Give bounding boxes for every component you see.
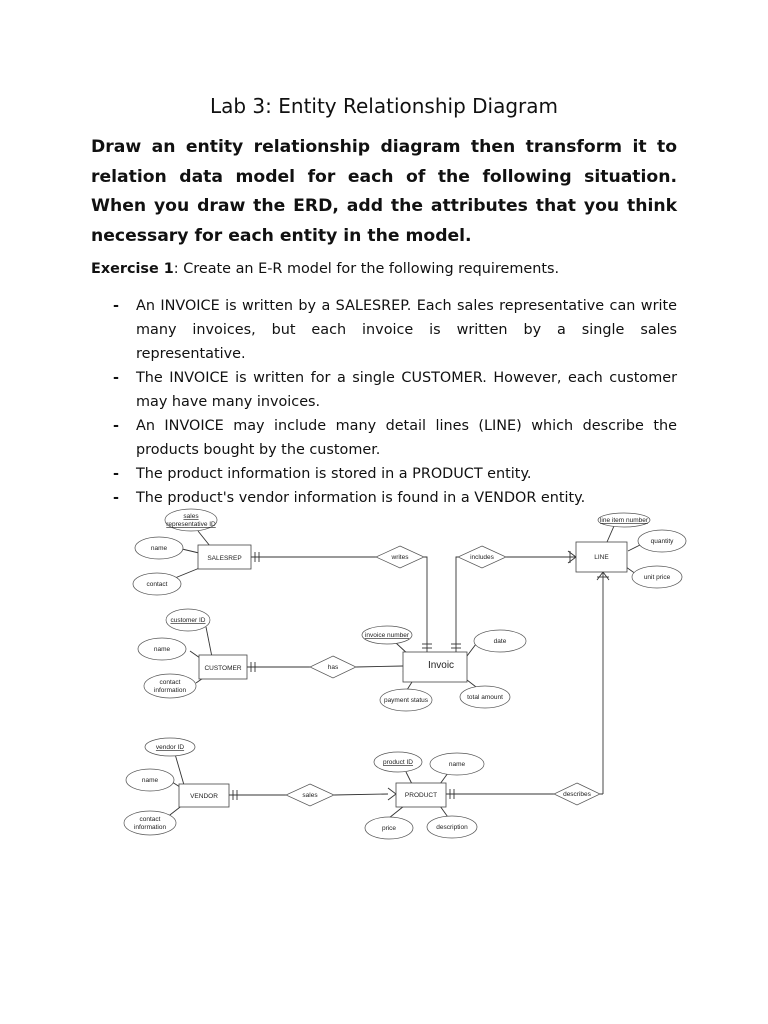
relationship-writes	[376, 546, 424, 568]
attribute-label: total amount	[467, 694, 503, 701]
attribute-product-name	[430, 753, 484, 775]
entity-vendor	[179, 784, 229, 807]
attribute-label: name	[141, 777, 159, 784]
bullet: -	[113, 298, 119, 314]
entity-label: PRODUCT	[404, 792, 438, 799]
bullet: -	[113, 370, 119, 386]
relationship-label: has	[327, 664, 339, 671]
entity-invoice	[403, 652, 467, 682]
attribute-customer-name	[138, 638, 186, 660]
requirement-text: An INVOICE may include many detail lines (LINE) which describe the products bought by the customer.	[136, 418, 677, 458]
attribute-label: price	[381, 825, 397, 832]
relationship-label: sales	[302, 792, 318, 799]
bullet: -	[113, 418, 119, 434]
attribute-customer-id	[166, 609, 210, 631]
entity-line	[576, 542, 627, 572]
attribute-vendor-id	[145, 738, 195, 756]
attribute-label: contact	[146, 581, 168, 588]
relationship-sales	[286, 784, 334, 806]
attribute-salesrep-name	[135, 537, 183, 559]
attribute-salesrep-contact	[133, 573, 181, 595]
attribute-line-unit-price	[632, 566, 682, 588]
attribute-vendor-contact	[124, 811, 176, 835]
attribute-label: representative ID	[166, 521, 216, 528]
requirement-text: The product's vendor information is found in a VENDOR entity.	[136, 490, 586, 506]
relationship-label: describes	[563, 791, 591, 798]
attribute-label: quantity	[650, 538, 674, 545]
attribute-label: unit price	[643, 574, 671, 581]
attribute-label: name	[150, 545, 168, 552]
entity-label: SALESREP	[207, 555, 242, 562]
attribute-invoice-number	[362, 626, 412, 644]
exercise-text: : Create an E-R model for the following requirements.	[173, 261, 560, 277]
entity-product	[396, 783, 446, 807]
attribute-label: sales	[183, 513, 199, 520]
attribute-vendor-name	[126, 769, 174, 791]
attribute-invoice-total-amount	[460, 686, 510, 708]
requirement-text: An INVOICE is written by a SALESREP. Each sales representative can write many invoices, but each invoice is written by a single sales representative.	[136, 298, 677, 362]
attribute-product-id	[374, 752, 422, 772]
relationship-label: writes	[391, 554, 409, 561]
relationship-has	[310, 656, 356, 678]
requirement-text: The product information is stored in a PRODUCT entity.	[136, 466, 532, 482]
requirement-text: The INVOICE is written for a single CUSTOMER. However, each customer may have many invoices.	[136, 370, 677, 410]
intro-paragraph: Draw an entity relationship diagram then transform it to relation data model for each of the following situation. When you draw the ERD, add the attributes that you think necessary for each entity in the model.	[91, 137, 677, 246]
exercise-label: Exercise 1	[91, 261, 174, 277]
attribute-product-price	[365, 817, 413, 839]
attribute-invoice-payment-status	[380, 689, 432, 711]
attribute-label: customer ID	[170, 617, 206, 624]
entity-label: Invoic	[427, 660, 455, 671]
attribute-label: vendor ID	[155, 744, 185, 751]
entity-customer	[199, 655, 247, 679]
attribute-label: name	[448, 761, 466, 768]
entity-label: VENDOR	[190, 793, 218, 800]
bullet: -	[113, 490, 119, 506]
attribute-label: date	[493, 638, 507, 645]
entity-salesrep	[198, 545, 251, 569]
attribute-label: product ID	[383, 759, 413, 766]
page-title: Lab 3: Entity Relationship Diagram	[209, 94, 559, 118]
bullet: -	[113, 466, 119, 482]
entity-label: LINE	[594, 554, 609, 561]
entity-label: CUSTOMER	[204, 665, 242, 672]
relationship-describes	[554, 783, 600, 805]
attribute-label: information	[133, 824, 167, 831]
relationship-includes	[458, 546, 506, 568]
attribute-label: name	[153, 646, 171, 653]
relationship-label: includes	[470, 554, 494, 561]
attribute-label: payment status	[383, 697, 429, 704]
attribute-salesrep-id	[165, 509, 217, 531]
attribute-label: contact	[139, 816, 161, 823]
attribute-label: information	[153, 687, 187, 694]
attribute-label: description	[436, 824, 468, 831]
attribute-line-number	[598, 513, 650, 527]
attribute-label: invoice number	[364, 632, 410, 639]
attribute-customer-contact	[144, 674, 196, 698]
attribute-line-quantity	[638, 530, 686, 552]
attribute-label: line item number	[599, 517, 649, 524]
attribute-invoice-date	[474, 630, 526, 652]
attribute-label: contact	[159, 679, 181, 686]
attribute-product-description	[427, 816, 477, 838]
